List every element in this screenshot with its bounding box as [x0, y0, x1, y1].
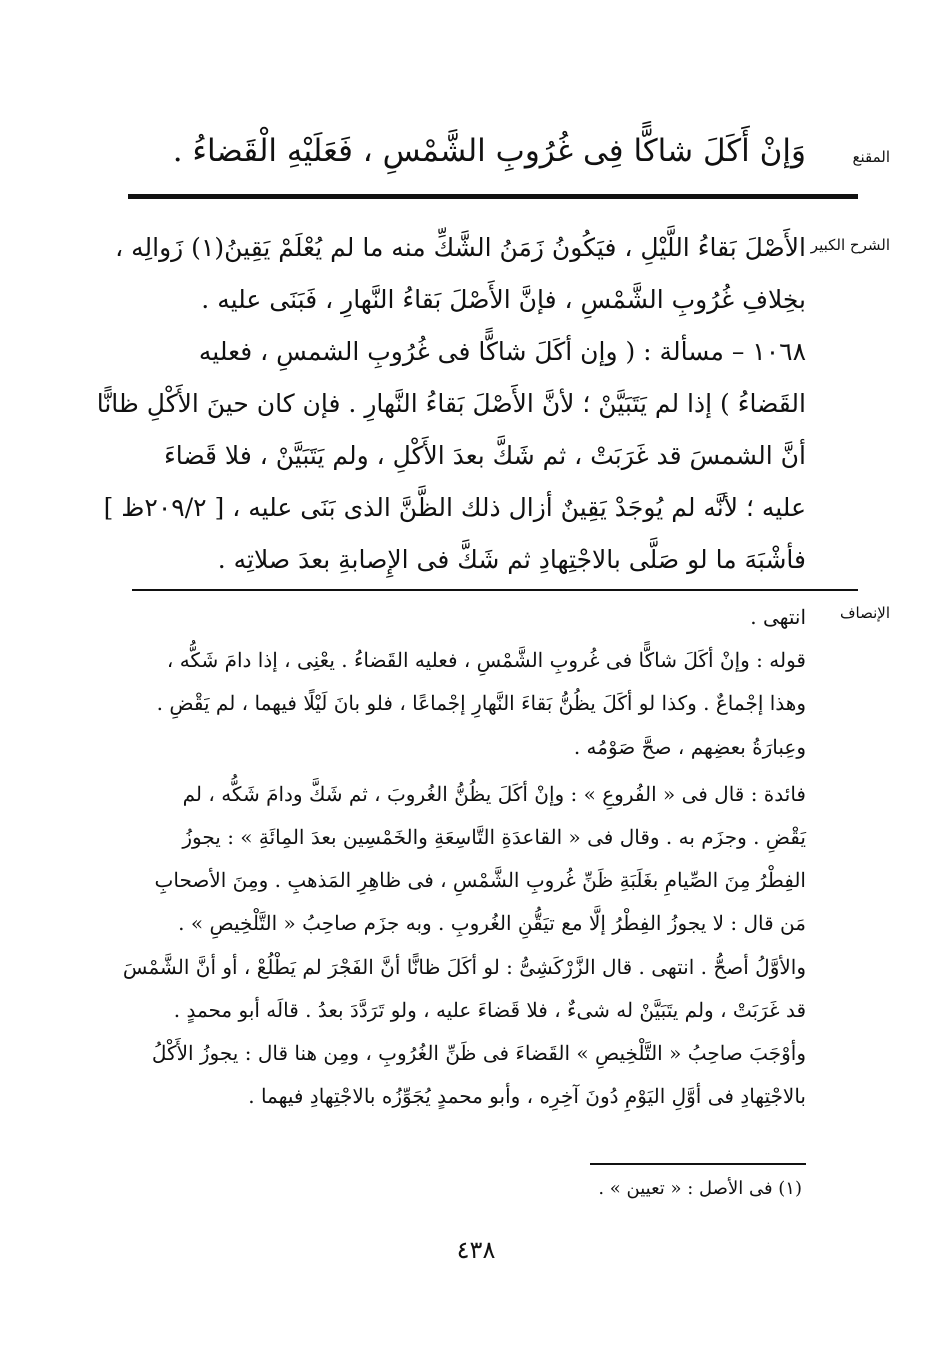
label-sharh: الشرح الكبير [810, 236, 890, 254]
insaf-line: فائدة : قال فى « الفُروعِ » : وإنْ أكَلَ يظُنُّ الغُروبَ ، ثم شَكَّ ودامَ شَكُّه ، لم [182, 781, 806, 806]
sharh-line: بخِلافِ غُرُوبِ الشَّمْسِ ، فإنَّ الأَصْلَ بَقاءُ النَّهارِ ، فَبَنَى عليه . [201, 285, 806, 314]
sharh-line: القَضاءُ ) إذا لم يَتَبَيَّنْ ؛ لأنَّ الأَصْلَ بَقاءُ النَّهارِ . فإن كان حينَ الأَكْلِ ظانًّا [96, 389, 806, 418]
sharh-line: فأشْبَهَ ما لو صَلَّى بالاجْتِهادِ ثم شَكَّ فى الإِصابةِ بعدَ صلاتِه . [217, 545, 806, 574]
insaf-line: انتهى . [750, 605, 806, 629]
insaf-line: يَقْضِ . وجزَم به . وقال فى « القاعدَةِ التَّاسِعَةِ والخَمْسِين بعدَ المِائَةِ » : يجوزُ [182, 825, 806, 850]
insaf-text-block [122, 596, 806, 1118]
insaf-line: قد غَرَبَتْ ، ولم يتَبَيَّنْ له شىءٌ ، فلا قَضاءَ عليه ، ولو تَرَدَّدَ بعدُ . قالَه أبو محمدٍ . [173, 997, 806, 1022]
insaf-line: وأوْجَبَ صاحِبُ « التَّلْخِيصِ » القَضاءَ فى ظَنِّ الغُرُوبِ ، ومِن هنا قال : يجوزُ الأَكْلُ [151, 1041, 806, 1066]
insaf-line: الفِطْرُ مِنَ الصِّيامِ بغَلَبَةِ ظَنِّ غُروبِ الشَّمْسِ ، فى ظاهِرِ المَذهبِ . ومِنَ الأصحابِ [154, 868, 806, 893]
footnote-divider [590, 1163, 806, 1165]
muqni-text-block [128, 128, 806, 174]
insaf-line: وعِبارَةُ بعضِهم ، صحَّ صَوْمُه . [573, 734, 806, 759]
sharh-line: عليه ؛ لأنَّه لم يُوجَدْ يَقِينٌ أزال ذلك الظَّنَّ الذى بَنَى عليه ، [ ٢٠٩/٢ظ ] [103, 493, 806, 522]
sharh-line: أنَّ الشمسَ قد غَرَبَتْ ، ثم شَكَّ بعدَ الأَكْلِ ، ولم يَتَبَيَّنْ ، فلا قَضاءَ [163, 441, 806, 470]
footnote: (١) فى الأصل : « تعيين » . [598, 1178, 802, 1199]
insaf-line: بالاجْتِهادِ فى أوَّلِ اليَوْمِ دُونَ آخِرِه ، وأبو محمدٍ يُجَوِّزُه بالاجْتِهادِ فيهما . [248, 1084, 806, 1109]
insaf-line: مَن قال : لا يجوزُ الفِطْرُ إلَّا مع تيَقُّنِ الغُروبِ . وبه جزَم صاحِبُ « التَّلْخِيصِ » . [178, 911, 806, 936]
section-divider-thin [132, 589, 858, 591]
insaf-line: والأوَّلُ أصحُّ . انتهى . قال الزَّرْكَشِىُّ : لو أكَلَ ظانًّا أنَّ الفَجْرَ لم يَطْلُعْ ، أو أنَّ الشَّمْسَ [122, 954, 806, 979]
insaf-line: قوله : وإنْ أكَلَ شاكًّا فى غُروبِ الشَّمْسِ ، فعليه القَضاءُ . يعْنِى ، إذا دامَ شَكُّه ، [166, 648, 806, 673]
page-number: ٤٣٨ [456, 1236, 496, 1264]
insaf-line: وهذا إجْماعٌ . وكذا لو أكَلَ يظُنُّ بَقاءَ النَّهارِ إجْماعًا ، فلو بانَ لَيْلًا فيهما ، لم يَقْضِ . [156, 691, 806, 716]
muqni-verse: وَإنْ أَكَلَ شاكًّا فِى غُرُوبِ الشَّمْسِ ، فَعَلَيْهِ الْقَضاءُ . [172, 133, 806, 169]
sharh-line: ١٠٦٨ – مسألة : ( وإن أكَلَ شاكًّا فى غُرُوبِ الشمسِ ، فعليه [198, 337, 806, 366]
sharh-line: الأَصْلَ بَقاءُ اللَّيْلِ ، فيَكُونُ زَمَنُ الشَّكِّ منه ما لم يُعْلَمْ يَقِينُ(١) زَوالِه ، [115, 233, 806, 262]
sharh-text-block [96, 222, 806, 586]
label-insaf: الإنصاف [839, 604, 890, 622]
label-muqni: المقنع [852, 148, 890, 166]
section-divider-thick [128, 194, 858, 199]
